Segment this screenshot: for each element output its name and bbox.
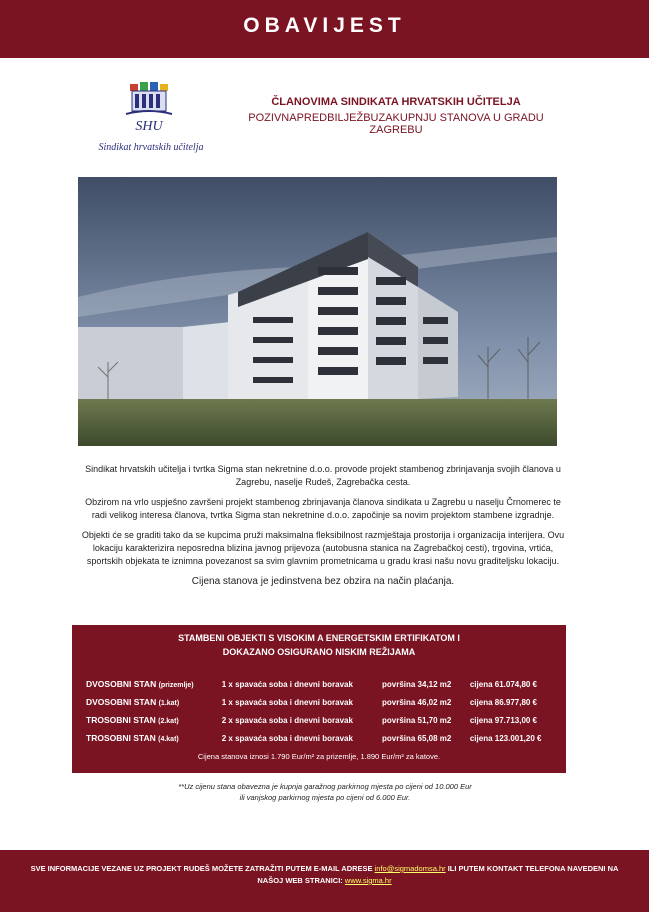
apartment-type-cell [72,693,214,711]
apartment-price: cijena 86.977,80 € [469,697,538,707]
apartment-type-cell [72,729,214,747]
apartment-rooms: 1 x spavaća soba i dnevni boravak [221,679,353,689]
price-per-m2-note: Cijena stanova iznosi 1.790 Eur/m² za prizemlje, 1.890 Eur/m² za katove. [197,752,441,761]
offer-heading [72,631,566,659]
apartment-row [72,675,566,693]
paragraph-4: Cijena stanova je jedinstvena bez obzira na način plaćanja. [191,576,455,587]
footer-text-1: SVE INFORMACIJE VEZANE UZ PROJEKT RUDEŠ MOŽETE ZATRAŽITI PUTEM E-MAIL ADRESE [30,864,373,873]
apartment-floor: (prizemlje) [158,682,194,689]
apartment-type-cell [72,711,214,729]
parking-note-line-2: ili vanjskog parkirnog mjesta po cijeni od 6.000 Eur. [239,793,411,802]
apartment-rooms: 2 x spavaća soba i dnevni boravak [221,715,353,725]
apartment-table [72,675,566,747]
apartment-area: površina 46,02 m2 [381,697,452,707]
header-banner [0,0,649,58]
title-line-1: ČLANOVIMA SINDIKATA HRVATSKIH UČITELJA [271,96,521,108]
paragraph-3: Objekti će se graditi tako da se kupcima pruži maksimalna fleksibilnost razmještaja prostorija i organizacija interijera. Ovu lokaciju karakterizira neposredna blizina javnog prijevoza (autobusna stanica na Zagrebačkoj cesti), trgovina, vrtića, sportskih objekata te iznimna povezanost sa svim glavnim prometnicama u gradu krasi našu novu graditeljsku lokaciju. [81,530,565,566]
footer-banner [0,850,649,912]
apartment-floor: (4.kat) [158,736,179,743]
title-line-2: POZIVNAPREDBILJEŽBUZAKUPNJU STANOVA U GRADU ZAGREBU [248,112,544,136]
apartment-floor: (2.kat) [158,718,179,725]
paragraph-1: Sindikat hrvatskih učitelja i tvrtka Sigma stan nekretnine d.o.o. provode projekt stambenog zbrinjavanja svojih članova u Zagrebu, naselje Rudeš, Zagrebačka cesta. [85,464,561,487]
apartment-rooms: 1 x spavaća soba i dnevni boravak [221,697,353,707]
building-rendering-image [78,177,557,446]
apartment-row [72,711,566,729]
parking-note [100,781,550,803]
logo-emblem-icon [86,78,216,142]
apartment-type: TROSOBNI STAN [86,733,156,743]
apartment-rooms: 2 x spavaća soba i dnevni boravak [221,733,353,743]
body-text [78,463,568,595]
apartment-row [72,693,566,711]
apartment-area: površina 65,08 m2 [381,733,452,743]
apartment-row [72,729,566,747]
paragraph-2: Obzirom na vrlo uspješno završeni projekt stambenog zbrinjavanja članova sindikata u Zagrebu u naselju Črnomerec te radi velikog interesa članova, tvrtka Sigma stan nekretnine d.o.o. započinje sa novim projektom stambene izgradnje. [85,497,561,520]
apartment-type: DVOSOBNI STAN [86,679,157,689]
apartment-floor: (1.kat) [158,700,180,707]
email-link[interactable]: info@sigmadomsa.hr [374,864,446,873]
title-block [246,96,546,140]
offer-heading-line-1: STAMBENI OBJEKTI S VISOKIM A ENERGETSKIM ERTIFIKATOM I [178,633,460,643]
offer-heading-line-2: DOKAZANO OSIGURANO NISKIM REŽIJAMA [222,647,416,657]
website-link[interactable]: www.sigma.hr [344,876,392,885]
union-logo [86,78,216,158]
page-title: OBAVIJEST [243,14,406,37]
apartment-price: cijena 61.074,80 € [469,679,538,689]
apartment-area: površina 34,12 m2 [381,679,452,689]
footer-text [30,863,619,887]
apartment-type: DVOSOBNI STAN [86,697,157,707]
apartment-price: cijena 123.001,20 € [469,733,542,743]
apartment-price: cijena 97.713,00 € [469,715,538,725]
logo-initials: SHU [135,119,163,134]
logo-text: Sindikat hrvatskih učitelja [98,142,204,153]
apartment-area: površina 51,70 m2 [381,715,452,725]
apartment-offer-box [72,625,566,773]
parking-note-line-1: **Uz cijenu stana obavezna je kupnja garažnog parkirnog mjesta po cijeni od 10.000 Eur [178,782,472,791]
apartment-type-cell [72,675,214,693]
footer-text-2: ILI PUTEM KONTAKT TELEFONA NAVEDENI NA NAŠOJ WEB STRANICI: [257,864,619,885]
apartment-type: TROSOBNI STAN [86,715,156,725]
